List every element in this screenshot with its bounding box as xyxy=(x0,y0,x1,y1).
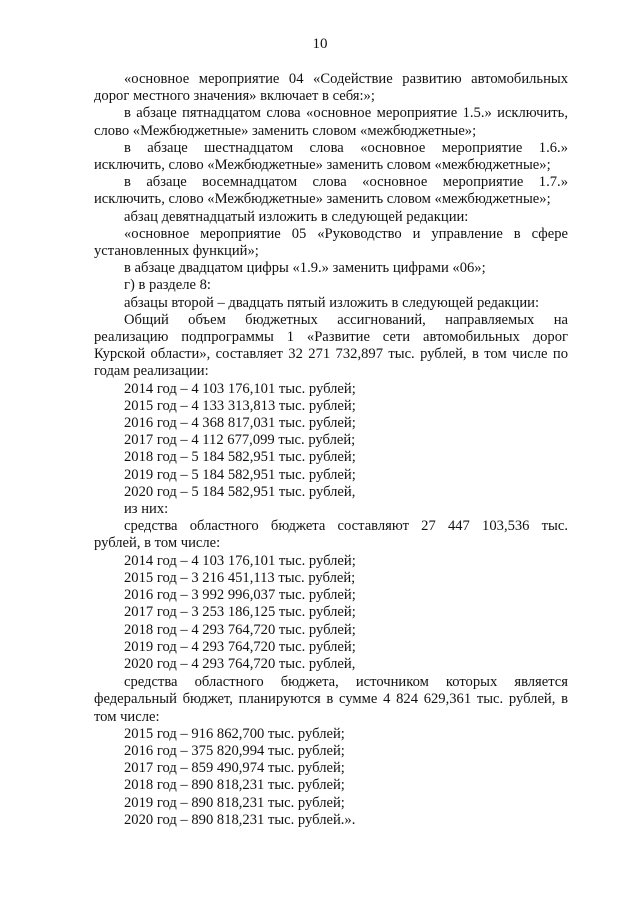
text-line: Общий объем бюджетных ассигнований, направляемых на xyxy=(124,311,568,328)
list-item: 2018 год – 890 818,231 тыс. рублей; xyxy=(124,777,345,794)
federal-years-list xyxy=(94,726,568,829)
text-line: слово «Межбюджетные» заменить словом «межбюджетные»; xyxy=(94,122,477,139)
list-item: 2014 год – 4 103 176,101 тыс. рублей; xyxy=(124,380,356,397)
list-item: 2016 год – 4 368 817,031 тыс. рублей; xyxy=(124,415,356,432)
list-item: 2019 год – 4 293 764,720 тыс. рублей; xyxy=(124,638,356,655)
list-item: 2018 год – 4 293 764,720 тыс. рублей; xyxy=(124,621,356,638)
text-line: федеральный бюджет, планируются в сумме 4 824 629,361 тыс. рублей, в xyxy=(94,691,568,708)
text-line: в абзаце шестнадцатом слова «основное мероприятие 1.6.» xyxy=(124,139,568,156)
text-line: в абзаце восемнадцатом слова «основное мероприятие 1.7.» xyxy=(124,174,568,191)
list-item: 2019 год – 890 818,231 тыс. рублей; xyxy=(124,794,345,811)
list-item: 2020 год – 890 818,231 тыс. рублей.». xyxy=(124,811,356,828)
text-line: «основное мероприятие 05 «Руководство и управление в сфере xyxy=(124,225,568,242)
list-item: 2017 год – 859 490,974 тыс. рублей; xyxy=(124,760,345,777)
paragraph xyxy=(94,105,568,139)
text-line: годам реализации: xyxy=(94,363,209,380)
list-item: 2016 год – 3 992 996,037 тыс. рублей; xyxy=(124,587,356,604)
list-item: 2015 год – 916 862,700 тыс. рублей; xyxy=(124,725,345,742)
list-item: 2020 год – 4 293 764,720 тыс. рублей, xyxy=(124,655,356,672)
federal-budget-paragraph xyxy=(94,674,568,726)
text-line: в абзаце пятнадцатом слова «основное мероприятие 1.5.» исключить, xyxy=(124,105,568,122)
text-line: исключить, слово «Межбюджетные» заменить словом «межбюджетные»; xyxy=(94,191,551,208)
list-item: 2016 год – 375 820,994 тыс. рублей; xyxy=(124,742,345,759)
list-item: 2015 год – 3 216 451,113 тыс. рублей; xyxy=(124,569,356,586)
list-item: 2020 год – 5 184 582,951 тыс. рублей, xyxy=(124,483,356,500)
total-years-list xyxy=(94,381,568,501)
text-line: абзацы второй – двадцать пятый изложить в следующей редакции: xyxy=(124,294,540,311)
text-line: «основное мероприятие 04 «Содействие развитию автомобильных xyxy=(124,71,568,87)
text-line: установленных функций»; xyxy=(94,243,259,260)
list-item: 2018 год – 5 184 582,951 тыс. рублей; xyxy=(124,449,356,466)
text-line: средства областного бюджета, источником которых является xyxy=(124,674,568,691)
list-item: 2019 год – 5 184 582,951 тыс. рублей; xyxy=(124,466,356,483)
text-line: г) в разделе 8: xyxy=(124,277,211,294)
document-body xyxy=(94,71,568,829)
text-line: исключить, слово «Межбюджетные» заменить словом «межбюджетные»; xyxy=(94,157,551,174)
text-line: Курской области», составляет 32 271 732,897 тыс. рублей, в том числе по xyxy=(94,346,568,363)
text-line: том числе: xyxy=(94,708,160,725)
list-item: 2014 год – 4 103 176,101 тыс. рублей; xyxy=(124,552,356,569)
text-line: реализацию подпрограммы 1 «Развитие сети автомобильных дорог xyxy=(94,329,568,346)
total-financing-paragraph xyxy=(94,312,568,381)
paragraph xyxy=(94,226,568,260)
list-item: 2017 год – 4 112 677,099 тыс. рублей; xyxy=(124,432,356,449)
page-number: 10 xyxy=(312,36,328,52)
text-line: средства областного бюджета составляют 27 447 103,536 тыс. xyxy=(124,518,568,535)
regional-budget-paragraph xyxy=(94,518,568,552)
text-line: дорог местного значения» включает в себя:»; xyxy=(94,88,375,105)
list-item: 2015 год – 4 133 313,813 тыс. рублей; xyxy=(124,397,356,414)
text-line: абзац девятнадцатый изложить в следующей редакции: xyxy=(124,208,469,225)
text-line: из них: xyxy=(124,501,169,518)
regional-years-list xyxy=(94,553,568,673)
paragraph xyxy=(94,174,568,208)
list-item: 2017 год – 3 253 186,125 тыс. рублей; xyxy=(124,604,356,621)
paragraph xyxy=(94,71,568,105)
paragraph xyxy=(94,140,568,174)
text-line: в абзаце двадцатом цифры «1.9.» заменить цифрами «06»; xyxy=(124,260,486,277)
text-line: рублей, в том числе: xyxy=(94,535,221,552)
